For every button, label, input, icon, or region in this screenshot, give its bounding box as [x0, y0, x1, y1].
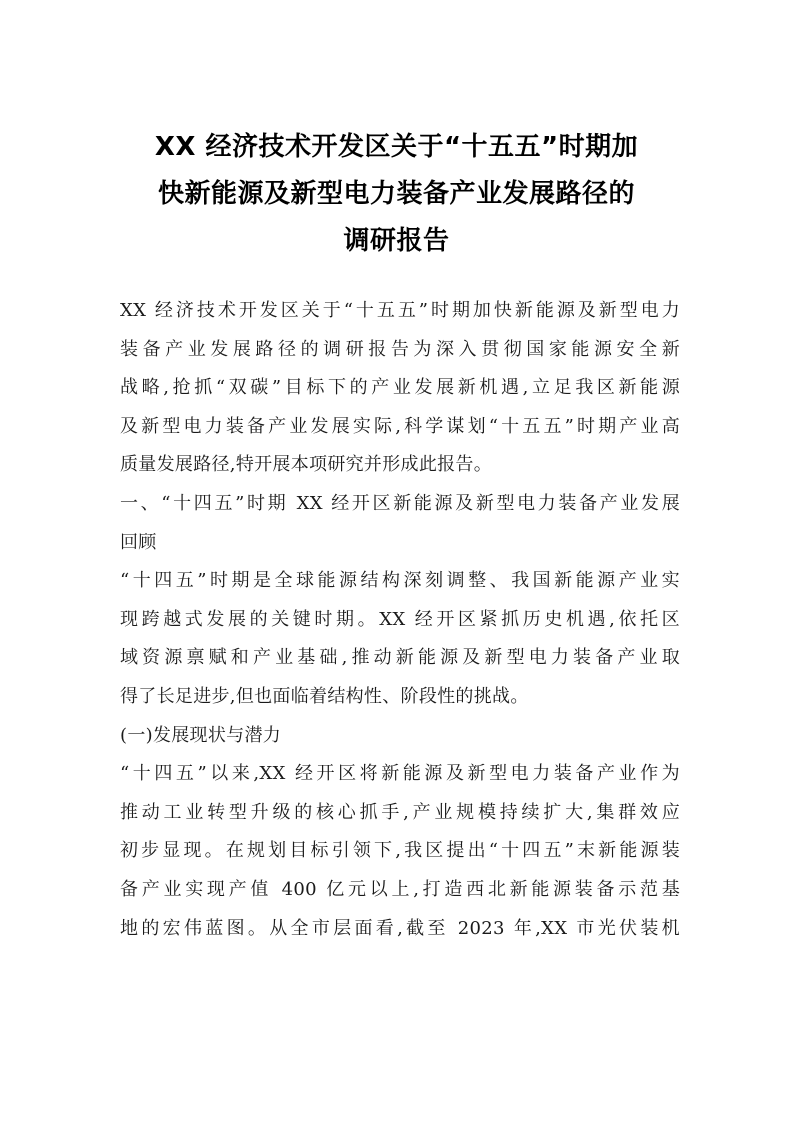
title-line-1: XX 经济技术开发区关于“十五五”时期加: [154, 132, 639, 162]
body-line: 回顾: [120, 531, 157, 553]
document-body: [120, 292, 680, 948]
title-line-2: 快新能源及新型电力装备产业发展路径的: [157, 179, 635, 209]
body-line: XX 经济技术开发区关于“十五五”时期加快新能源及新型电力: [120, 300, 680, 321]
body-line: 战略,抢抓“双碳”目标下的产业发展新机遇,立足我区新能源: [120, 377, 680, 399]
body-line: 一、“十四五”时期 XX 经开区新能源及新型电力装备产业发展: [120, 492, 680, 514]
body-line: 初步显现。在规划目标引领下,我区提出“十四五”末新能源装: [120, 840, 680, 862]
body-line: 备产业实现产值 400 亿元以上,打造西北新能源装备示范基: [120, 878, 680, 900]
body-line: 现跨越式发展的关键时期。XX 经开区紧抓历史机遇,依托区: [120, 608, 680, 630]
body-line: 推动工业转型升级的核心抓手,产业规模持续扩大,集群效应: [120, 801, 680, 823]
title-line-3: 调研报告: [343, 226, 450, 256]
body-line: (一)发展现状与潜力: [120, 724, 282, 746]
body-line: 装备产业发展路径的调研报告为深入贯彻国家能源安全新: [120, 338, 680, 360]
body-line: 域资源禀赋和产业基础,推动新能源及新型电力装备产业取: [120, 647, 680, 669]
body-line: “十四五”以来,XX 经开区将新能源及新型电力装备产业作为: [120, 763, 680, 785]
document-title: [90, 124, 703, 265]
body-line: “十四五”时期是全球能源结构深刻调整、我国新能源产业实: [120, 570, 680, 592]
body-line: 及新型电力装备产业发展实际,科学谋划“十五五”时期产业高: [120, 415, 680, 437]
body-line: 得了长足进步,但也面临着结构性、阶段性的挑战。: [120, 685, 529, 707]
body-line: 质量发展路径,特开展本项研究并形成此报告。: [120, 454, 493, 476]
body-line: 地的宏伟蓝图。从全市层面看,截至 2023 年,XX 市光伏装机: [120, 917, 680, 939]
